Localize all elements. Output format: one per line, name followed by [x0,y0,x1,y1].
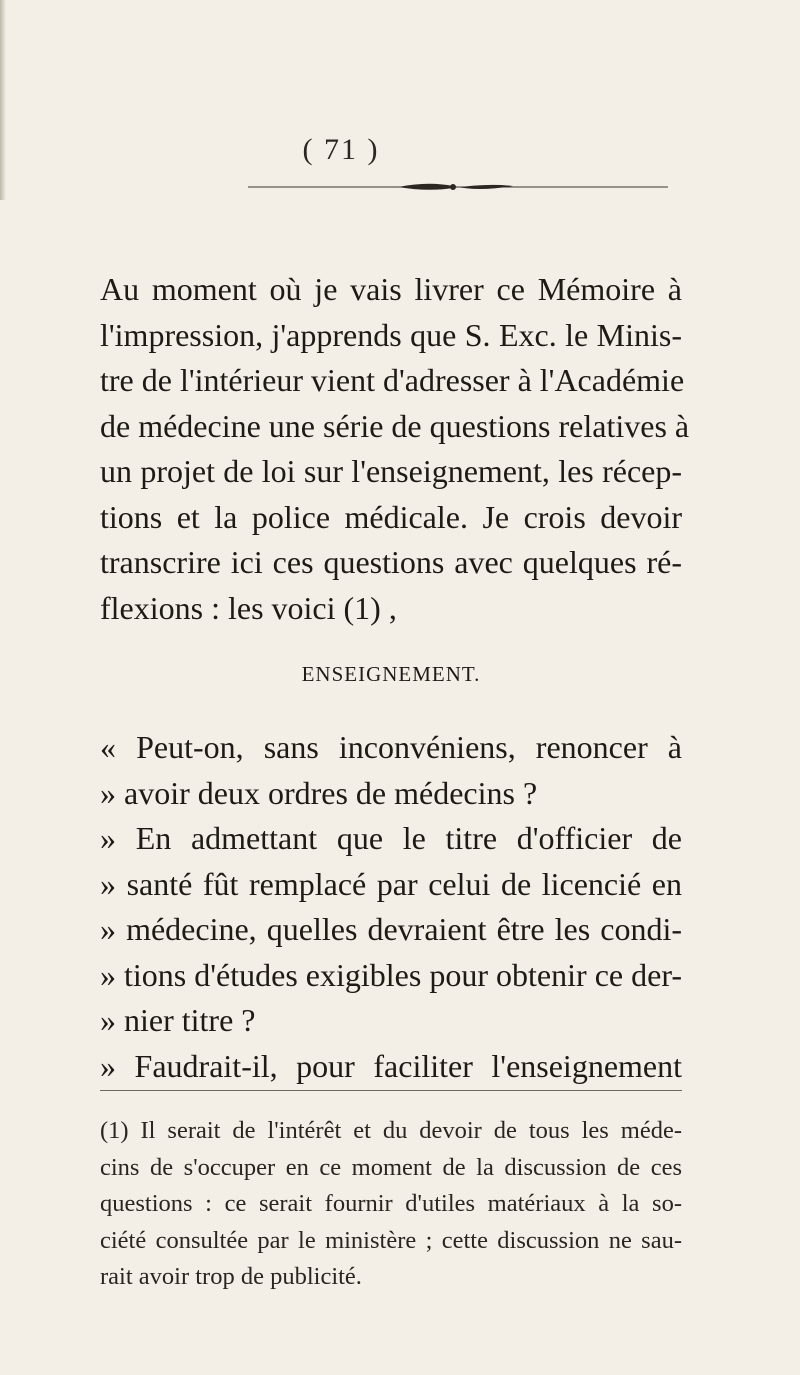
page-number: ( 71 ) [302,133,380,166]
text-line: » médecine, quelles devraient être les condi- [100,911,682,947]
footnote-line: rait avoir trop de publicité. [100,1263,362,1290]
text-line: » santé fût remplacé par celui de licencié en [100,865,682,902]
text-line: l'impression, j'apprends que S. Exc. le Minis- [100,316,682,353]
footnote-line: ciété consultée par le ministère ; cette discussion ne sau- [100,1226,682,1254]
intro-paragraph [100,267,690,631]
ornament-divider [248,180,668,194]
text-line: tions et la police médicale. Je crois devoir [100,498,682,535]
text-line: de médecine une série de questions relatives à [100,407,690,444]
text-line: » En admettant que le titre d'officier de [100,820,682,856]
footnote-line: questions : ce serait fournir d'utiles matériaux à la so- [100,1190,682,1217]
text-line: flexions : les voici (1) , [100,589,397,626]
text-line: Au moment où je vais livrer ce Mémoire à [100,271,682,307]
text-line: » tions d'études exigibles pour obtenir ce der- [100,956,682,993]
footnote-line: cins de s'occuper en ce moment de la discussion de ces [100,1153,682,1181]
text-line: » Faudrait-il, pour faciliter l'enseignement [100,1047,682,1084]
page-edge-shadow [0,0,6,200]
text-line: transcrire ici ces questions avec quelques ré- [100,544,682,580]
text-line: un projet de loi sur l'enseignement, les récep- [100,453,682,489]
footnote [100,1113,682,1296]
footnote-separator [100,1090,682,1091]
text-line: tre de l'intérieur vient d'adresser à l'Académie [100,362,685,398]
section-heading: ENSEIGNEMENT. [301,662,481,686]
quoted-questions [100,725,682,1089]
text-line: « Peut-on, sans inconvéniens, renoncer à [100,729,682,765]
text-line: » nier titre ? [100,1002,256,1038]
footnote-line: (1) Il serait de l'intérêt et du devoir de tous les méde- [100,1117,682,1144]
text-line: » avoir deux ordres de médecins ? [100,774,538,811]
